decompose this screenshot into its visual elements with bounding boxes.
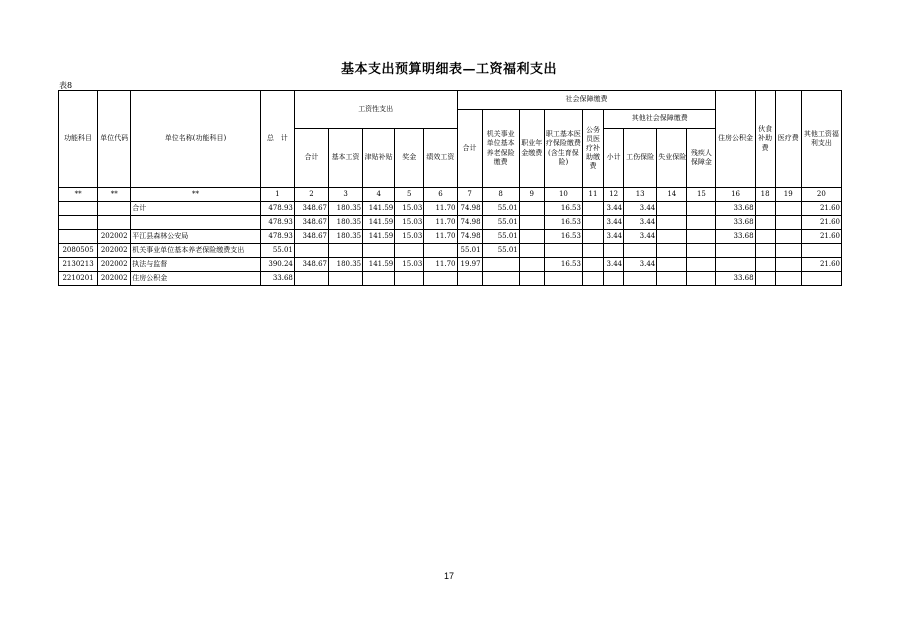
amount-cell bbox=[657, 202, 687, 216]
index-cell: 15 bbox=[687, 188, 716, 202]
amount-cell bbox=[716, 258, 755, 272]
index-cell: 9 bbox=[519, 188, 544, 202]
header-allowance: 津贴补贴 bbox=[363, 129, 395, 188]
header-injury: 工伤保险 bbox=[624, 129, 657, 188]
index-cell: 18 bbox=[755, 188, 775, 202]
index-cell: 8 bbox=[482, 188, 519, 202]
amount-cell bbox=[582, 272, 603, 286]
amount-cell bbox=[755, 216, 775, 230]
unit-code-cell: 202002 bbox=[98, 230, 131, 244]
amount-cell bbox=[801, 272, 841, 286]
table-number: 表8 bbox=[59, 81, 73, 90]
table-row bbox=[59, 244, 842, 258]
unit-name-cell: 合计 bbox=[131, 202, 260, 216]
amount-cell bbox=[604, 272, 624, 286]
table-row bbox=[59, 272, 842, 286]
amount-cell: 55.01 bbox=[457, 244, 482, 258]
amount-cell: 3.44 bbox=[604, 258, 624, 272]
amount-cell: 348.67 bbox=[294, 230, 328, 244]
amount-cell bbox=[624, 244, 657, 258]
amount-cell: 16.53 bbox=[544, 216, 582, 230]
amount-cell bbox=[519, 202, 544, 216]
amount-cell bbox=[482, 258, 519, 272]
header-meal-subsidy: 伙食补助费 bbox=[755, 91, 775, 188]
amount-cell bbox=[519, 216, 544, 230]
amount-cell bbox=[755, 202, 775, 216]
table-row bbox=[59, 258, 842, 272]
amount-cell: 478.93 bbox=[260, 202, 294, 216]
index-cell: 1 bbox=[260, 188, 294, 202]
header-func-code: 功能科目 bbox=[59, 91, 98, 188]
amount-cell bbox=[755, 272, 775, 286]
header-basic-salary: 基本工资 bbox=[329, 129, 363, 188]
amount-cell bbox=[424, 244, 457, 258]
amount-cell bbox=[775, 258, 801, 272]
amount-cell: 15.03 bbox=[395, 230, 424, 244]
index-cell: 11 bbox=[582, 188, 603, 202]
header-medical: 职工基本医疗保险缴费(含生育保险) bbox=[544, 110, 582, 188]
header-disability: 残疾人保障金 bbox=[687, 129, 716, 188]
amount-cell: 3.44 bbox=[624, 258, 657, 272]
index-cell: 3 bbox=[329, 188, 363, 202]
header-other-welfare: 其他工资福利支出 bbox=[801, 91, 841, 188]
unit-code-cell bbox=[98, 202, 131, 216]
amount-cell: 11.70 bbox=[424, 258, 457, 272]
func-code-cell: 2080505 bbox=[59, 244, 98, 258]
amount-cell bbox=[544, 272, 582, 286]
index-cell: 13 bbox=[624, 188, 657, 202]
amount-cell bbox=[582, 258, 603, 272]
amount-cell: 348.67 bbox=[294, 202, 328, 216]
amount-cell bbox=[604, 244, 624, 258]
amount-cell bbox=[755, 258, 775, 272]
amount-cell: 19.97 bbox=[457, 258, 482, 272]
amount-cell: 3.44 bbox=[624, 202, 657, 216]
amount-cell: 15.03 bbox=[395, 216, 424, 230]
header-other-social-group: 其他社会保障缴费 bbox=[604, 110, 716, 129]
func-code-cell bbox=[59, 216, 98, 230]
amount-cell: 33.68 bbox=[716, 202, 755, 216]
amount-cell bbox=[363, 244, 395, 258]
header-pension: 机关事业单位基本养老保险缴费 bbox=[482, 110, 519, 188]
amount-cell bbox=[329, 244, 363, 258]
column-index-row bbox=[59, 188, 842, 202]
unit-code-cell: 202002 bbox=[98, 258, 131, 272]
amount-cell: 11.70 bbox=[424, 202, 457, 216]
amount-cell: 16.53 bbox=[544, 258, 582, 272]
amount-cell bbox=[482, 272, 519, 286]
amount-cell: 16.53 bbox=[544, 230, 582, 244]
index-cell: 2 bbox=[294, 188, 328, 202]
amount-cell bbox=[294, 244, 328, 258]
amount-cell bbox=[582, 202, 603, 216]
amount-cell bbox=[687, 272, 716, 286]
header-bonus: 奖金 bbox=[395, 129, 424, 188]
header-salary-subtotal: 合计 bbox=[294, 129, 328, 188]
amount-cell bbox=[687, 258, 716, 272]
index-cell: ** bbox=[131, 188, 260, 202]
index-cell: 19 bbox=[775, 188, 801, 202]
header-unit-code: 单位代码 bbox=[98, 91, 131, 188]
amount-cell bbox=[363, 272, 395, 286]
index-cell: 10 bbox=[544, 188, 582, 202]
index-cell: 6 bbox=[424, 188, 457, 202]
amount-cell: 74.98 bbox=[457, 230, 482, 244]
amount-cell bbox=[775, 244, 801, 258]
amount-cell bbox=[687, 244, 716, 258]
index-cell: 4 bbox=[363, 188, 395, 202]
amount-cell: 16.53 bbox=[544, 202, 582, 216]
amount-cell: 55.01 bbox=[482, 202, 519, 216]
header-medical-fee: 医疗费 bbox=[775, 91, 801, 188]
amount-cell bbox=[657, 230, 687, 244]
index-cell: ** bbox=[98, 188, 131, 202]
header-social-subtotal: 合计 bbox=[457, 110, 482, 188]
amount-cell bbox=[755, 244, 775, 258]
amount-cell bbox=[519, 272, 544, 286]
table-row bbox=[59, 216, 842, 230]
unit-name-cell: 住房公积金 bbox=[131, 272, 260, 286]
amount-cell bbox=[657, 216, 687, 230]
amount-cell bbox=[687, 230, 716, 244]
amount-cell: 74.98 bbox=[457, 216, 482, 230]
header-unemployment: 失业保险 bbox=[657, 129, 687, 188]
amount-cell: 180.35 bbox=[329, 258, 363, 272]
amount-cell: 55.01 bbox=[482, 216, 519, 230]
index-cell: 7 bbox=[457, 188, 482, 202]
index-cell: 12 bbox=[604, 188, 624, 202]
amount-cell bbox=[519, 230, 544, 244]
amount-cell bbox=[329, 272, 363, 286]
amount-cell: 3.44 bbox=[604, 202, 624, 216]
amount-cell bbox=[519, 258, 544, 272]
amount-cell bbox=[624, 272, 657, 286]
amount-cell: 21.60 bbox=[801, 202, 841, 216]
func-code-cell: 2130213 bbox=[59, 258, 98, 272]
index-cell: 14 bbox=[657, 188, 687, 202]
func-code-cell: 2210201 bbox=[59, 272, 98, 286]
amount-cell: 33.68 bbox=[260, 272, 294, 286]
unit-name-cell: 平江县森林公安局 bbox=[131, 230, 260, 244]
header-salary-group: 工资性支出 bbox=[294, 91, 457, 129]
func-code-cell bbox=[59, 230, 98, 244]
amount-cell bbox=[544, 244, 582, 258]
header-housing-fund: 住房公积金 bbox=[716, 91, 755, 188]
amount-cell bbox=[519, 244, 544, 258]
amount-cell: 3.44 bbox=[604, 216, 624, 230]
page-number: 17 bbox=[443, 571, 454, 581]
amount-cell: 15.03 bbox=[395, 258, 424, 272]
amount-cell: 21.60 bbox=[801, 216, 841, 230]
amount-cell: 21.60 bbox=[801, 230, 841, 244]
header-civil-medical: 公务员医疗补助缴费 bbox=[582, 110, 603, 188]
unit-name-cell bbox=[131, 216, 260, 230]
amount-cell: 3.44 bbox=[624, 230, 657, 244]
unit-code-cell: 202002 bbox=[98, 272, 131, 286]
amount-cell bbox=[457, 272, 482, 286]
amount-cell: 55.01 bbox=[482, 230, 519, 244]
amount-cell bbox=[775, 230, 801, 244]
amount-cell bbox=[582, 216, 603, 230]
unit-name-cell: 机关事业单位基本养老保险缴费支出 bbox=[131, 244, 260, 258]
amount-cell: 21.60 bbox=[801, 258, 841, 272]
amount-cell bbox=[775, 202, 801, 216]
amount-cell bbox=[582, 244, 603, 258]
unit-name-cell: 执法与监督 bbox=[131, 258, 260, 272]
table-body bbox=[59, 202, 842, 286]
amount-cell: 478.93 bbox=[260, 216, 294, 230]
amount-cell: 74.98 bbox=[457, 202, 482, 216]
amount-cell: 348.67 bbox=[294, 216, 328, 230]
amount-cell bbox=[801, 244, 841, 258]
amount-cell bbox=[294, 272, 328, 286]
amount-cell: 11.70 bbox=[424, 230, 457, 244]
amount-cell bbox=[716, 244, 755, 258]
func-code-cell bbox=[59, 202, 98, 216]
table-row bbox=[59, 202, 842, 216]
amount-cell bbox=[775, 272, 801, 286]
budget-table bbox=[58, 90, 842, 286]
amount-cell: 15.03 bbox=[395, 202, 424, 216]
index-cell: ** bbox=[59, 188, 98, 202]
amount-cell: 180.35 bbox=[329, 216, 363, 230]
amount-cell: 33.68 bbox=[716, 272, 755, 286]
amount-cell: 3.44 bbox=[604, 230, 624, 244]
index-cell: 20 bbox=[801, 188, 841, 202]
amount-cell: 141.59 bbox=[363, 216, 395, 230]
amount-cell bbox=[687, 202, 716, 216]
amount-cell bbox=[657, 244, 687, 258]
amount-cell: 55.01 bbox=[482, 244, 519, 258]
amount-cell bbox=[395, 272, 424, 286]
header-total: 总 计 bbox=[260, 91, 294, 188]
amount-cell: 33.68 bbox=[716, 216, 755, 230]
header-occupational-annuity: 职业年金缴费 bbox=[519, 110, 544, 188]
index-cell: 5 bbox=[395, 188, 424, 202]
amount-cell: 33.68 bbox=[716, 230, 755, 244]
amount-cell: 478.93 bbox=[260, 230, 294, 244]
unit-code-cell: 202002 bbox=[98, 244, 131, 258]
amount-cell: 141.59 bbox=[363, 258, 395, 272]
header-unit-name: 单位名称(功能科目) bbox=[131, 91, 260, 188]
amount-cell bbox=[755, 230, 775, 244]
amount-cell: 55.01 bbox=[260, 244, 294, 258]
index-cell: 16 bbox=[716, 188, 755, 202]
amount-cell: 180.35 bbox=[329, 202, 363, 216]
header-social-group: 社会保障缴费 bbox=[457, 91, 716, 110]
amount-cell bbox=[657, 258, 687, 272]
amount-cell: 3.44 bbox=[624, 216, 657, 230]
amount-cell bbox=[395, 244, 424, 258]
amount-cell bbox=[424, 272, 457, 286]
header-performance: 绩效工资 bbox=[424, 129, 457, 188]
amount-cell: 11.70 bbox=[424, 216, 457, 230]
header-other-subtotal: 小计 bbox=[604, 129, 624, 188]
table-row bbox=[59, 230, 842, 244]
amount-cell: 348.67 bbox=[294, 258, 328, 272]
amount-cell bbox=[775, 216, 801, 230]
unit-code-cell bbox=[98, 216, 131, 230]
amount-cell: 141.59 bbox=[363, 202, 395, 216]
amount-cell bbox=[687, 216, 716, 230]
amount-cell: 141.59 bbox=[363, 230, 395, 244]
page-title: 基本支出预算明细表—工资福利支出 bbox=[340, 62, 557, 77]
amount-cell: 390.24 bbox=[260, 258, 294, 272]
amount-cell bbox=[582, 230, 603, 244]
amount-cell: 180.35 bbox=[329, 230, 363, 244]
amount-cell bbox=[657, 272, 687, 286]
